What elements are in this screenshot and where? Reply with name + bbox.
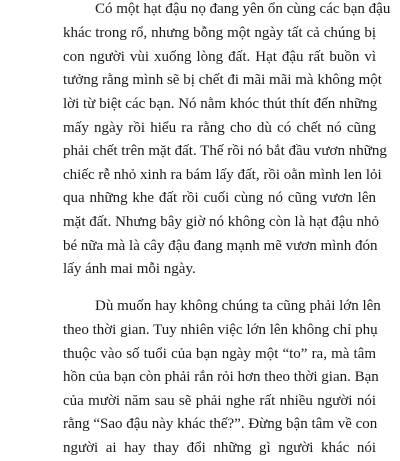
paragraph-line: lấy ánh mai mỗi ngày.: [63, 261, 196, 277]
paragraph-line: chiếc rễ nhỏ xinh ra bám lấy đất, rồi oằn mình len lỏi: [63, 167, 382, 183]
paragraph-line: người ai hay thay đổi những gì người khác nói: [63, 440, 376, 456]
paragraph-line: Có một hạt đậu nọ đang yên ổn cùng các bạn đậu: [95, 1, 391, 17]
paragraph-line: tưởng rằng mình sẽ bị chết đi mãi mãi mà không một: [63, 72, 382, 88]
paragraph-line: Dù muốn hay không chúng ta cũng phải lớn lên: [95, 298, 381, 314]
paragraph-line: mặt đất. Nhưng bây giờ nó không còn là hạt đậu nhỏ: [63, 214, 380, 230]
paragraph-line: rằng “Sao đậu này khác thế?”. Đừng bận tâm về con: [63, 416, 378, 432]
paragraph-line: theo thời gian. Tuy nhiên việc lớn lên không chỉ phụ: [63, 322, 378, 338]
paragraph-line: thuộc vào số tuổi của bạn ngày một “to” ra, mà tâm: [63, 346, 376, 362]
paragraph-line: hồn của bạn còn phải rắn rỏi hơn theo thời gian. Bạn: [63, 369, 379, 385]
paragraph-line: lời từ biệt các bạn. Nó nằm khóc thút thít đến những: [63, 96, 378, 112]
paragraph-line: mấy ngày rồi hiểu ra rằng cho dù có chết nó cũng: [63, 120, 376, 136]
paragraph-line: khác trong rổ, nhưng bỗng một ngày tất cả chúng bị: [63, 25, 376, 41]
paragraph-line: con người vùi xuống lòng đất. Hạt đậu rất buồn vì: [63, 49, 376, 65]
paragraph-line: phải chết trên mặt đất. Thế rồi nó bắt đầu vươn những: [63, 143, 387, 159]
paragraph-line: bé nữa mà là cây đậu đang mạnh mẽ vươn mình đón: [63, 238, 378, 254]
paragraph-line: của mười năm sau sẽ phải nghe rất nhiều người nói: [63, 393, 376, 409]
paragraph-line: qua những khe đất rồi cuối cùng nó cũng vươn lên: [63, 190, 376, 206]
